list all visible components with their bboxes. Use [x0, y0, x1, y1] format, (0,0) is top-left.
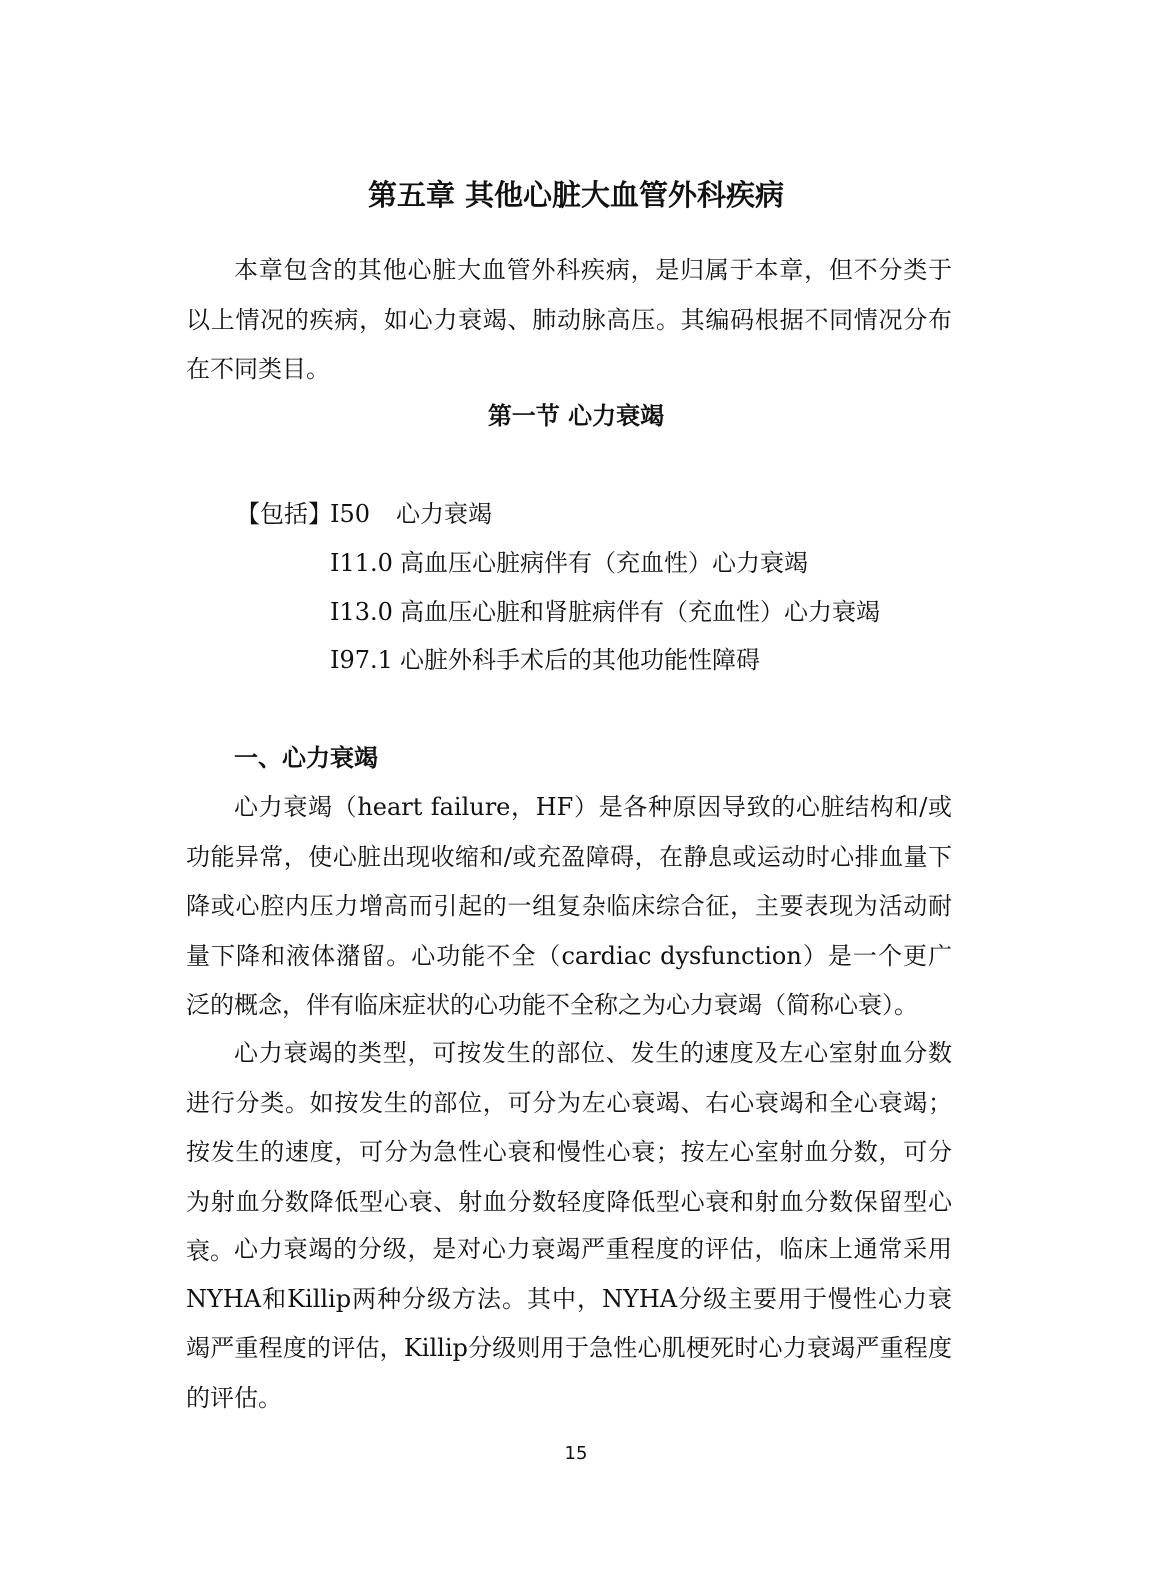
- include-code: I97.1: [330, 646, 393, 674]
- body-paragraph: 心力衰竭的类型，可按发生的部位、发生的速度及左心室射血分数进行分类。如按发生的部位，可分为左心衰竭、右心衰竭和全心衰竭；按发生的速度，可分为急性心衰和慢性心衰；按左心室射血分数，可分为射血分数降低型心衰、射血分数轻度降低型心衰和射血分数保留型心衰。: [186, 1039, 952, 1265]
- include-desc: 心力衰竭: [396, 500, 492, 528]
- include-code: I13.0: [330, 598, 393, 626]
- chapter-title: 第五章 其他心脏大血管外科疾病: [367, 178, 785, 212]
- include-desc: 心脏外科手术后的其他功能性障碍: [400, 646, 760, 674]
- include-code: I50: [330, 500, 371, 528]
- includes-label: 【包括】: [236, 500, 332, 528]
- intro-paragraph: 本章包含的其他心脏大血管外科疾病，是归属于本章，但不分类于以上情况的疾病，如心力衰竭、肺动脉高压。其编码根据不同情况分布在不同类目。: [186, 256, 952, 383]
- include-desc: 高血压心脏和肾脏病伴有（充血性）心力衰竭: [400, 598, 880, 626]
- page-number: 15: [564, 1443, 588, 1464]
- section-title: 第一节 心力衰竭: [487, 402, 665, 430]
- body-paragraph: 心力衰竭（heart failure，HF）是各种原因导致的心脏结构和/或功能异常，使心脏出现收缩和/或充盈障碍，在静息或运动时心排血量下降或心腔内压力增高而引起的一组复杂临床综合征，主要表现为活动耐量下降和液体潴留。心功能不全（cardiac dysfunction）是一个更广泛的概念，伴有临床症状的心功能不全称之为心力衰竭（简称心衰）。: [186, 793, 952, 1019]
- subheading: 一、心力衰竭: [234, 744, 378, 772]
- include-desc: 高血压心脏病伴有（充血性）心力衰竭: [400, 549, 808, 577]
- body-paragraph: 心力衰竭的分级，是对心力衰竭严重程度的评估，临床上通常采用NYHA和Killip两种分级方法。其中，NYHA分级主要用于慢性心力衰竭严重程度的评估，Killip分级则用于急性心肌梗死时心力衰竭严重程度的评估。: [186, 1235, 952, 1412]
- include-code: I11.0: [330, 549, 393, 577]
